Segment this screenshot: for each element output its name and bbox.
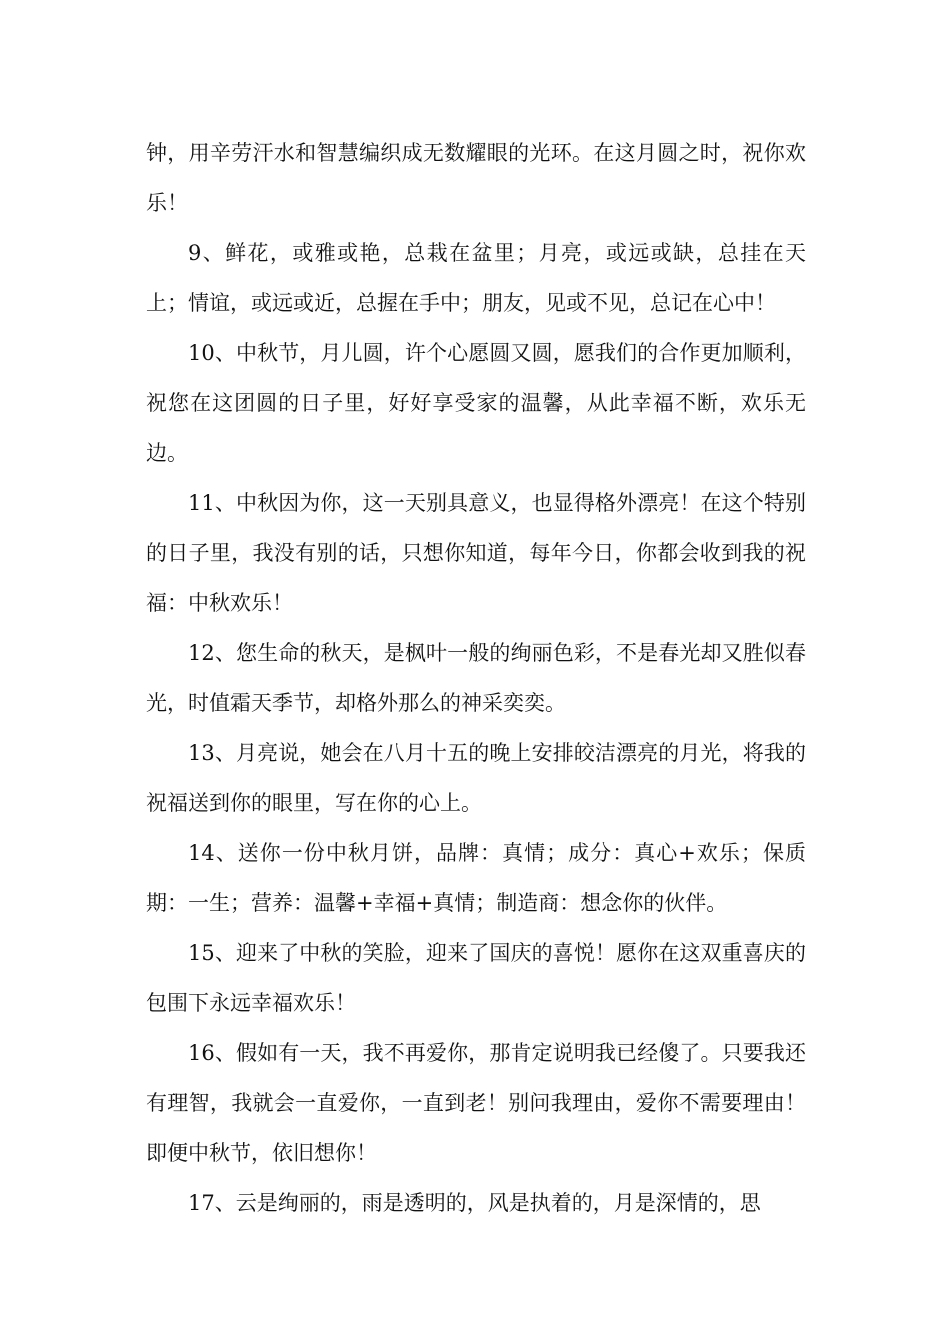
paragraph-12: 12、您生命的秋天，是枫叶一般的绚丽色彩，不是春光却又胜似春光，时值霜天季节，却格外那么的神采奕奕。	[146, 641, 806, 715]
paragraph-17: 17、云是绚丽的，雨是透明的，风是执着的，月是深情的，思	[188, 1191, 761, 1215]
paragraph-11: 11、中秋因为你，这一天别具意义，也显得格外漂亮！在这个特别的日子里，我没有别的话，只想你知道，每年今日，你都会收到我的祝福：中秋欢乐！	[146, 491, 806, 615]
paragraph-13: 13、月亮说，她会在八月十五的晚上安排皎洁漂亮的月光，将我的祝福送到你的眼里，写在你的心上。	[146, 741, 806, 815]
paragraph-16: 16、假如有一天，我不再爱你，那肯定说明我已经傻了。只要我还有理智，我就会一直爱你，一直到老！别问我理由，爱你不需要理由！即便中秋节，依旧想你！	[146, 1041, 806, 1165]
paragraph-15: 15、迎来了中秋的笑脸，迎来了国庆的喜悦！愿你在这双重喜庆的包围下永远幸福欢乐！	[146, 941, 806, 1015]
paragraph-continuation: 钟，用辛劳汗水和智慧编织成无数耀眼的光环。在这月圆之时，祝你欢乐！	[146, 141, 806, 215]
paragraph-10: 10、中秋节，月儿圆，许个心愿圆又圆，愿我们的合作更加顺利，祝您在这团圆的日子里，好好享受家的温馨，从此幸福不断，欢乐无边。	[146, 341, 806, 465]
paragraph-9: 9、鲜花，或雅或艳，总栽在盆里；月亮，或远或缺，总挂在天上；情谊，或远或近，总握在手中；朋友，见或不见，总记在心中！	[146, 241, 806, 315]
paragraph-14: 14、送你一份中秋月饼，品牌：真情；成分：真心+欢乐；保质期：一生；营养：温馨+幸福+真情；制造商：想念你的伙伴。	[146, 841, 806, 915]
document-body	[146, 128, 806, 1228]
